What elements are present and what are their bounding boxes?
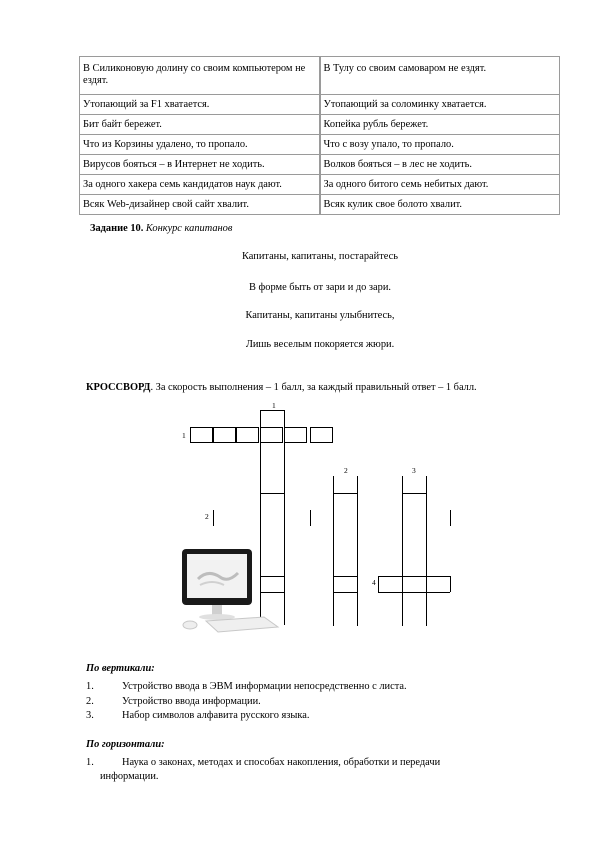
table-cell: Волков бояться – в лес не ходить. bbox=[320, 155, 560, 175]
clue-number: 4 bbox=[372, 578, 376, 587]
list-text: Наука о законах, методах и способах накопления, обработки и передачи bbox=[122, 757, 441, 768]
grid-line bbox=[357, 476, 358, 626]
grid-line bbox=[260, 410, 284, 411]
crossword-cell[interactable] bbox=[260, 427, 283, 443]
table-cell: В Тулу со своим самоваром не ездят. bbox=[320, 57, 560, 95]
list-number: 1. bbox=[86, 757, 94, 768]
list-text: Набор символов алфавита русского языка. bbox=[122, 710, 310, 721]
list-text: Устройство ввода в ЭВМ информации непосредственно с листа. bbox=[122, 681, 407, 692]
grid-line bbox=[284, 410, 285, 625]
table-cell: Вирусов бояться – в Интернет не ходить. bbox=[80, 155, 320, 175]
table-cell: Всяк кулик свое болото хвалит. bbox=[320, 195, 560, 215]
computer-monitor-keyboard-mouse-icon bbox=[176, 545, 284, 635]
grid-line bbox=[450, 576, 451, 592]
list-text-continued: информации. bbox=[100, 771, 159, 782]
grid-line bbox=[426, 476, 427, 626]
table-row bbox=[80, 95, 560, 115]
grid-line bbox=[333, 576, 357, 577]
table-cell: Копейка рубль бережет. bbox=[320, 115, 560, 135]
table-cell: В Силиконовую долину со своим компьютером не ездят. bbox=[80, 57, 320, 95]
crossword-cell[interactable] bbox=[190, 427, 213, 443]
grid-line bbox=[310, 510, 311, 526]
verse-line: В форме быть от зари и до зари. bbox=[249, 282, 391, 293]
crossword-cell[interactable] bbox=[284, 427, 307, 443]
table-cell: За одного битого семь небитых дают. bbox=[320, 175, 560, 195]
clue-number: 1 bbox=[272, 401, 276, 410]
table-cell: Бит байт бережет. bbox=[80, 115, 320, 135]
clue-number: 3 bbox=[412, 466, 416, 475]
vertical-heading: По вертикали: bbox=[86, 663, 155, 674]
table-row bbox=[80, 195, 560, 215]
task-heading bbox=[90, 223, 232, 234]
crossword-cell[interactable] bbox=[310, 427, 333, 443]
grid-line bbox=[333, 476, 334, 626]
grid-line bbox=[402, 493, 426, 494]
grid-line bbox=[260, 493, 284, 494]
table-cell: Всяк Web-дизайнер свой сайт хвалит. bbox=[80, 195, 320, 215]
grid-line bbox=[378, 576, 450, 577]
table-cell: Утопающий за соломинку хватается. bbox=[320, 95, 560, 115]
list-item bbox=[86, 681, 506, 695]
table-cell: Что с возу упало, то пропало. bbox=[320, 135, 560, 155]
grid-line bbox=[333, 592, 357, 593]
task-label: Задание 10. bbox=[90, 223, 144, 234]
crossword-title bbox=[86, 382, 477, 393]
table-row bbox=[80, 115, 560, 135]
grid-line bbox=[450, 510, 451, 526]
table-row bbox=[80, 135, 560, 155]
table-row bbox=[80, 57, 560, 95]
list-number: 3. bbox=[86, 710, 94, 721]
grid-line bbox=[213, 510, 214, 526]
crossword-cell[interactable] bbox=[213, 427, 236, 443]
clue-number: 1 bbox=[182, 431, 186, 440]
list-number: 1. bbox=[86, 681, 94, 692]
crossword-rules: . За скорость выполнения – 1 балл, за каждый правильный ответ – 1 балл. bbox=[150, 382, 477, 393]
task-title: Конкурс капитанов bbox=[145, 223, 233, 234]
list-item bbox=[86, 696, 506, 710]
verse-line: Капитаны, капитаны, постарайтесь bbox=[242, 251, 398, 262]
verse-line: Капитаны, капитаны улыбнитесь, bbox=[245, 310, 395, 321]
table-cell: Утопающий за F1 хватается. bbox=[80, 95, 320, 115]
list-item bbox=[86, 710, 506, 724]
table-row bbox=[80, 175, 560, 195]
crossword-cell[interactable] bbox=[236, 427, 259, 443]
grid-line bbox=[378, 576, 379, 592]
horizontal-heading: По горизонтали: bbox=[86, 739, 165, 750]
table-cell: За одного хакера семь кандидатов наук дают. bbox=[80, 175, 320, 195]
crossword-label: КРОССВОРД bbox=[86, 382, 151, 393]
grid-line bbox=[333, 493, 357, 494]
grid-line bbox=[378, 592, 450, 593]
clue-number: 2 bbox=[205, 512, 209, 521]
list-item bbox=[86, 757, 526, 787]
grid-line bbox=[402, 476, 403, 626]
list-text: Устройство ввода информации. bbox=[122, 696, 261, 707]
list-number: 2. bbox=[86, 696, 94, 707]
table-cell: Что из Корзины удалено, то пропало. bbox=[80, 135, 320, 155]
proverbs-table bbox=[79, 56, 560, 215]
table-row bbox=[80, 155, 560, 175]
clue-number: 2 bbox=[344, 466, 348, 475]
verse-line: Лишь веселым покоряется жюри. bbox=[245, 339, 395, 350]
